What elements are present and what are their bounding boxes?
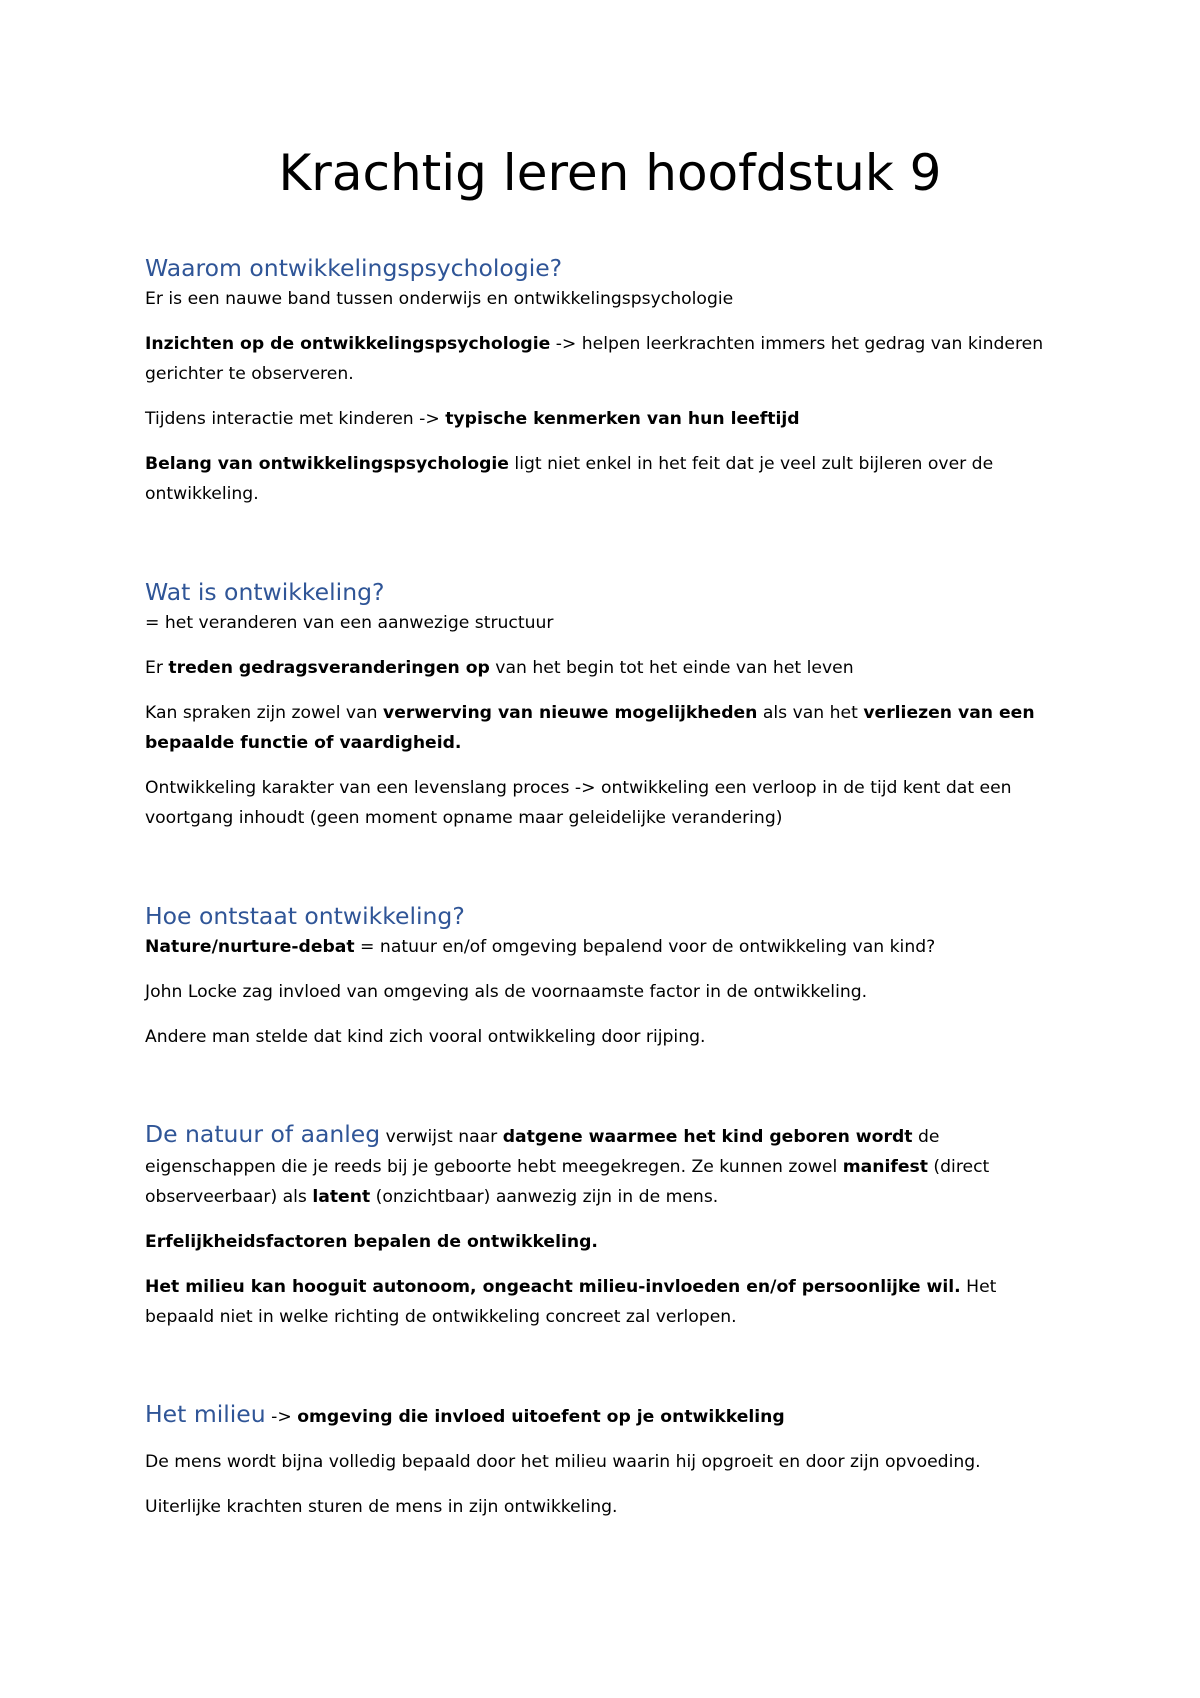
paragraph-text: als van het: [757, 703, 864, 723]
paragraph-text: = het veranderen van een aanwezige structuur: [145, 613, 554, 633]
paragraph: [145, 1022, 1065, 1052]
bold-text: manifest: [842, 1157, 928, 1177]
paragraph-text: John Locke zag invloed van omgeving als de voornaamste factor in de ontwikkeling.: [145, 982, 868, 1002]
paragraph-text: Uiterlijke krachten sturen de mens in zijn ontwikkeling.: [145, 1497, 618, 1517]
paragraph: [145, 284, 1065, 314]
paragraph: [145, 1399, 1065, 1432]
spacer: [145, 1347, 1065, 1399]
paragraph: [145, 1492, 1065, 1522]
paragraph: [145, 1227, 1065, 1257]
section-heading: Hoe ontstaat ontwikkeling?: [145, 902, 465, 930]
page-title: Krachtig leren hoofdstuk 9: [278, 144, 942, 202]
paragraph-text: Kan spraken zijn zowel van: [145, 703, 383, 723]
paragraph: [145, 329, 1065, 389]
paragraph: [145, 773, 1065, 833]
bold-text: latent: [312, 1187, 371, 1207]
section-het-milieu: [145, 1399, 1065, 1522]
section-waarom: [145, 252, 1065, 509]
paragraph: [145, 404, 1065, 434]
section-heading: Wat is ontwikkeling?: [145, 578, 385, 606]
paragraph-text: Andere man stelde dat kind zich vooral ontwikkeling door rijping.: [145, 1027, 706, 1047]
paragraph: [145, 698, 1065, 758]
paragraph: [145, 449, 1065, 509]
paragraph-text: (onzichtbaar) aanwezig zijn in de mens.: [370, 1187, 719, 1207]
paragraph-text: van het begin tot het einde van het leven: [489, 658, 854, 678]
section-heading: Het milieu: [145, 1400, 266, 1428]
bold-text: omgeving die invloed uitoefent op je ontwikkeling: [297, 1407, 785, 1427]
spacer: [145, 848, 1065, 900]
bold-text: treden gedragsveranderingen op: [168, 658, 490, 678]
spacer: [145, 1067, 1065, 1119]
paragraph-text: Ontwikkeling karakter van een levenslang proces -> ontwikkeling een verloop in de tijd kent dat een voortgang inhoudt (geen moment opname maar geleidelijke verandering): [145, 778, 1012, 828]
paragraph-text: Er: [145, 658, 169, 678]
paragraph-text: = natuur en/of omgeving bepalend voor de ontwikkeling van kind?: [354, 937, 936, 957]
bold-text: verwerving van nieuwe mogelijkheden: [383, 703, 758, 723]
paragraph-text: De mens wordt bijna volledig bepaald door het milieu waarin hij opgroeit en door zijn opvoeding.: [145, 1452, 981, 1472]
paragraph-text: Tijdens interactie met kinderen ->: [145, 409, 446, 429]
bold-text: Belang van ontwikkelingspsychologie: [145, 454, 509, 474]
paragraph: [145, 1119, 1065, 1212]
bold-text: verliezen van een bepaalde functie of vaardigheid.: [145, 703, 1035, 753]
paragraph: [145, 932, 1065, 962]
bold-text: datgene waarmee het kind geboren wordt: [502, 1127, 913, 1147]
paragraph-text: Het bepaald niet in welke richting de ontwikkeling concreet zal verlopen.: [145, 1277, 997, 1327]
paragraph-text: Er is een nauwe band tussen onderwijs en ontwikkelingspsychologie: [145, 289, 734, 309]
paragraph-text: ligt niet enkel in het feit dat je veel zult bijleren over de ontwikkeling.: [145, 454, 994, 504]
paragraph: [145, 1272, 1065, 1332]
paragraph: [145, 653, 1065, 683]
bold-text: Het milieu kan hooguit autonoom, ongeacht milieu-invloeden en/of persoonlijke wil.: [145, 1277, 961, 1297]
spacer: [145, 524, 1065, 576]
paragraph-text: -> helpen leerkrachten immers het gedrag van kinderen gerichter te observeren.: [145, 334, 1044, 384]
section-natuur-aanleg: [145, 1119, 1065, 1332]
section-hoe-ontstaat: [145, 900, 1065, 1052]
document-body: [145, 252, 1065, 1537]
paragraph-text: (direct observeerbaar) als: [145, 1157, 990, 1207]
paragraph: [145, 608, 1065, 638]
section-heading: De natuur of aanleg: [145, 1120, 381, 1148]
paragraph-text: verwijst naar: [380, 1127, 503, 1147]
bold-text: Erfelijkheidsfactoren bepalen de ontwikkeling.: [145, 1232, 598, 1252]
paragraph: [145, 1447, 1065, 1477]
bold-text: typische kenmerken van hun leeftijd: [445, 409, 800, 429]
section-heading: Waarom ontwikkelingspsychologie?: [145, 254, 563, 282]
bold-text: Inzichten op de ontwikkelingspsychologie: [145, 334, 551, 354]
paragraph-text: de eigenschappen die je reeds bij je geboorte hebt meegekregen. Ze kunnen zowel: [145, 1127, 940, 1177]
bold-text: Nature/nurture-debat: [145, 937, 355, 957]
paragraph-text: ->: [265, 1407, 298, 1427]
section-wat-is-ontwikkeling: [145, 576, 1065, 833]
paragraph: [145, 977, 1065, 1007]
